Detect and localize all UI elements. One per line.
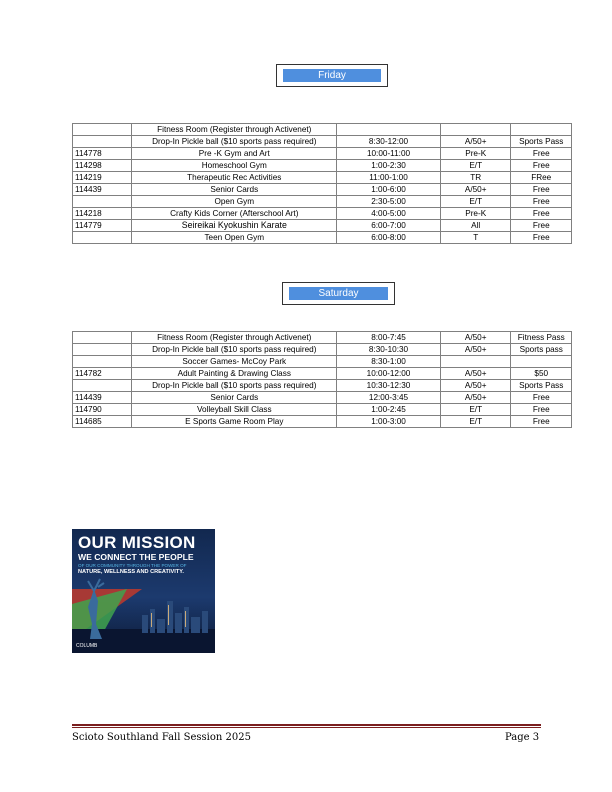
activity-time: 1:00-6:00 [337, 184, 441, 196]
activity-age-group: A/50+ [440, 136, 511, 148]
activity-name: Therapeutic Rec Activities [132, 172, 337, 184]
activity-time: 2:30-5:00 [337, 196, 441, 208]
activity-name: Soccer Games- McCoy Park [132, 356, 337, 368]
activity-fee: $50 [511, 368, 572, 380]
activity-age-group: Pre-K [440, 208, 511, 220]
activity-name: E Sports Game Room Play [132, 416, 337, 428]
activity-name: Homeschool Gym [132, 160, 337, 172]
activity-code: 114685 [73, 416, 132, 428]
activity-time: 10:30-12:30 [337, 380, 441, 392]
activity-time: 8:00-7:45 [337, 332, 441, 344]
columbus-logo: COLUMB [76, 643, 98, 649]
activity-age-group: All [440, 220, 511, 232]
activity-age-group: A/50+ [440, 392, 511, 404]
activity-code: 114219 [73, 172, 132, 184]
activity-time: 10:00-12:00 [337, 368, 441, 380]
activity-name: Senior Cards [132, 184, 337, 196]
activity-fee [511, 356, 572, 368]
activity-code [73, 380, 132, 392]
table-row [73, 220, 572, 232]
activity-fee [511, 124, 572, 136]
table-row [73, 232, 572, 244]
table-row [73, 184, 572, 196]
activity-age-group: A/50+ [440, 332, 511, 344]
mission-line-2: WE CONNECT THE PEOPLE [78, 552, 194, 562]
activity-code: 114439 [73, 184, 132, 196]
activity-age-group: E/T [440, 404, 511, 416]
mission-line-4: NATURE, WELLNESS AND CREATIVITY. [78, 569, 184, 575]
table-row [73, 404, 572, 416]
table-row [73, 368, 572, 380]
activity-name: Seireikai Kyokushin Karate [132, 220, 337, 232]
activity-time: 8:30-12:00 [337, 136, 441, 148]
activity-name: Drop-In Pickle ball ($10 sports pass required) [132, 344, 337, 356]
activity-fee: Free [511, 196, 572, 208]
activity-code [73, 356, 132, 368]
table-row [73, 344, 572, 356]
table-row [73, 416, 572, 428]
activity-time: 8:30-10:30 [337, 344, 441, 356]
activity-code: 114779 [73, 220, 132, 232]
activity-fee: Free [511, 404, 572, 416]
activity-time [337, 124, 441, 136]
activity-age-group: A/50+ [440, 344, 511, 356]
activity-name: Adult Painting & Drawing Class [132, 368, 337, 380]
activity-code: 114298 [73, 160, 132, 172]
table-row [73, 208, 572, 220]
activity-time: 1:00-2:30 [337, 160, 441, 172]
activity-age-group: TR [440, 172, 511, 184]
activity-age-group: T [440, 232, 511, 244]
activity-time: 11:00-1:00 [337, 172, 441, 184]
activity-name: Pre -K Gym and Art [132, 148, 337, 160]
activity-fee: Free [511, 232, 572, 244]
activity-age-group: A/50+ [440, 368, 511, 380]
activity-fee: Fitness Pass [511, 332, 572, 344]
activity-name: Open Gym [132, 196, 337, 208]
activity-time: 1:00-3:00 [337, 416, 441, 428]
activity-time: 1:00-2:45 [337, 404, 441, 416]
activity-fee: Free [511, 184, 572, 196]
activity-name: Senior Cards [132, 392, 337, 404]
activity-code: 114790 [73, 404, 132, 416]
activity-age-group: E/T [440, 196, 511, 208]
activity-name: Fitness Room (Register through Activenet) [132, 332, 337, 344]
table-row [73, 196, 572, 208]
footer-divider [72, 724, 541, 728]
activity-time: 6:00-8:00 [337, 232, 441, 244]
table-row [73, 124, 572, 136]
activity-code: 114218 [73, 208, 132, 220]
activity-name: Drop-In Pickle ball ($10 sports pass required) [132, 136, 337, 148]
activity-fee: Free [511, 416, 572, 428]
table-row [73, 332, 572, 344]
activity-time: 6:00-7:00 [337, 220, 441, 232]
table-row [73, 380, 572, 392]
activity-time: 8:30-1:00 [337, 356, 441, 368]
activity-fee: Sports Pass [511, 136, 572, 148]
table-row [73, 148, 572, 160]
activity-name: Crafty Kids Corner (Afterschool Art) [132, 208, 337, 220]
friday-schedule-table [72, 123, 572, 244]
activity-code [73, 232, 132, 244]
activity-fee: Free [511, 148, 572, 160]
activity-code [73, 344, 132, 356]
saturday-header [282, 282, 395, 305]
activity-age-group [440, 356, 511, 368]
activity-age-group [440, 124, 511, 136]
activity-fee: Free [511, 392, 572, 404]
activity-code [73, 124, 132, 136]
activity-code [73, 332, 132, 344]
activity-fee: Free [511, 220, 572, 232]
table-row [73, 172, 572, 184]
mission-line-3: OF OUR COMMUNITY THROUGH THE POWER OF [78, 563, 187, 568]
friday-header-label: Friday [283, 69, 381, 82]
activity-name: Drop-In Pickle ball ($10 sports pass required) [132, 380, 337, 392]
table-row [73, 356, 572, 368]
activity-age-group: E/T [440, 160, 511, 172]
activity-code: 114778 [73, 148, 132, 160]
activity-time: 4:00-5:00 [337, 208, 441, 220]
activity-fee: FRee [511, 172, 572, 184]
activity-name: Teen Open Gym [132, 232, 337, 244]
activity-fee: Free [511, 208, 572, 220]
activity-time: 10:00-11:00 [337, 148, 441, 160]
activity-age-group: A/50+ [440, 380, 511, 392]
table-row [73, 136, 572, 148]
friday-header [276, 64, 388, 87]
table-row [73, 392, 572, 404]
mission-image [72, 529, 215, 653]
activity-fee: Sports Pass [511, 380, 572, 392]
mission-title: OUR MISSION [78, 533, 196, 552]
activity-fee: Free [511, 160, 572, 172]
activity-code [73, 136, 132, 148]
activity-code [73, 196, 132, 208]
footer-session-title: Scioto Southland Fall Session 2025 [72, 732, 251, 743]
activity-code: 114439 [73, 392, 132, 404]
table-row [73, 160, 572, 172]
footer-page-number: Page 3 [505, 732, 540, 743]
activity-time: 12:00-3:45 [337, 392, 441, 404]
activity-age-group: E/T [440, 416, 511, 428]
saturday-schedule-table [72, 331, 572, 428]
saturday-header-label: Saturday [289, 287, 388, 300]
activity-age-group: A/50+ [440, 184, 511, 196]
activity-age-group: Pre-K [440, 148, 511, 160]
activity-name: Fitness Room (Register through Activenet) [132, 124, 337, 136]
activity-name: Volleyball Skill Class [132, 404, 337, 416]
activity-code: 114782 [73, 368, 132, 380]
activity-fee: Sports pass [511, 344, 572, 356]
